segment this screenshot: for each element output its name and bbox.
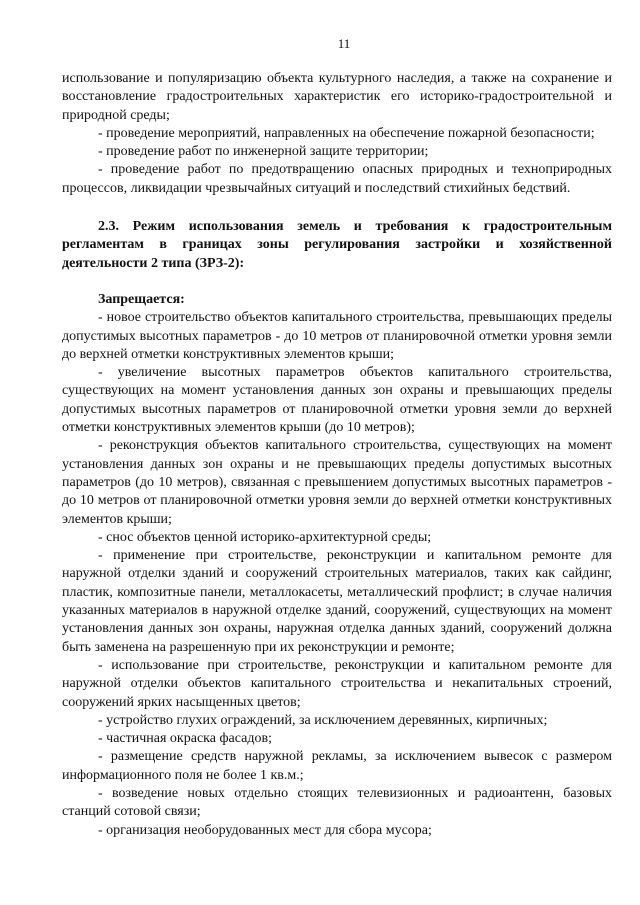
prohibited-label: Запрещается: [98,291,185,307]
prohibited-item-7: - устройство глухих ограждений, за исключением деревянных, кирпичных; [98,712,548,728]
prohibited-item-3: - реконструкция объектов капитального строительства, существующих на момент установления данных зон охраны и не превышающих пределы допустимых высотных параметров (до 10 метров), связанная с превышением допустимых высотных параметров - до 10 метров от планировочной отметки уровня земли до верхней отметки конструктивных элементов крыши; [62,438,612,527]
prohibited-item-4: - снос объектов ценной историко-архитектурной среды; [98,529,432,545]
prohibited-item-1: - новое строительство объектов капитального строительства, превышающих пределы допустимых высотных параметров - до 10 метров от планировочной отметки уровня земли до верхней отметки конструктивных элементов крыши; [62,310,612,362]
intro-paragraph-4: - проведение работ по предотвращению опасных природных и техноприродных процессов, ликвидации чрезвычайных ситуаций и последствий стихийных бедствий. [62,162,612,196]
prohibited-item-9: - размещение средств наружной рекламы, за исключением вывесок с размером информационного поля не более 1 кв.м.; [62,749,612,783]
prohibited-item-10: - возведение новых отдельно стоящих телевизионных и радиоантенн, базовых станций сотовой связи; [62,785,612,820]
section-heading: 2.3. Режим использования земель и требования к градостроительным регламентам в границах зоны регулирования застройки и хозяйственной деятельности 2 типа (ЗРЗ-2): [62,219,612,271]
prohibited-item-5: - применение при строительстве, реконструкции и капитальном ремонте для наружной отделки зданий и сооружений строительных материалов, таких как сайдинг, пластик, композитные панели, металлокасеты, металлический профлист; в случае наличия указанных материалов в наружной отделке зданий, сооружений, существующих на момент установления данных зон охраны, наружная отделка данных зданий, сооружений должна быть заменена на разрешенную при их реконструкции и ремонте; [62,548,612,655]
intro-paragraph-3: - проведение работ по инженерной защите территории; [98,144,429,160]
intro-paragraph-2: - проведение мероприятий, направленных на обеспечение пожарной безопасности; [98,125,595,141]
intro-paragraph-1: использование и популяризацию объекта культурного наследия, а также на сохранение и восстановление градостроительных характеристик его историко-градостроительной и природной среды; [62,71,612,123]
prohibited-item-2: - увеличение высотных параметров объектов капитального строительства, существующих на момент установления данных зон охраны и превышающих пределы допустимых высотных параметров от планировочной отметки уровня земли до верхней отметки конструктивных элементов крыши (до 10 метров); [62,365,612,436]
prohibited-item-8: - частичная окраска фасадов; [98,731,272,747]
prohibited-item-6: - использование при строительстве, реконструкции и капитальном ремонте для наружной отделки объектов капитального строительства и некапитальных строений, сооружений ярких насыщенных цветов; [62,657,612,710]
page-number: 11 [337,36,351,51]
prohibited-item-11: - организация необорудованных мест для сбора мусора; [98,822,432,838]
